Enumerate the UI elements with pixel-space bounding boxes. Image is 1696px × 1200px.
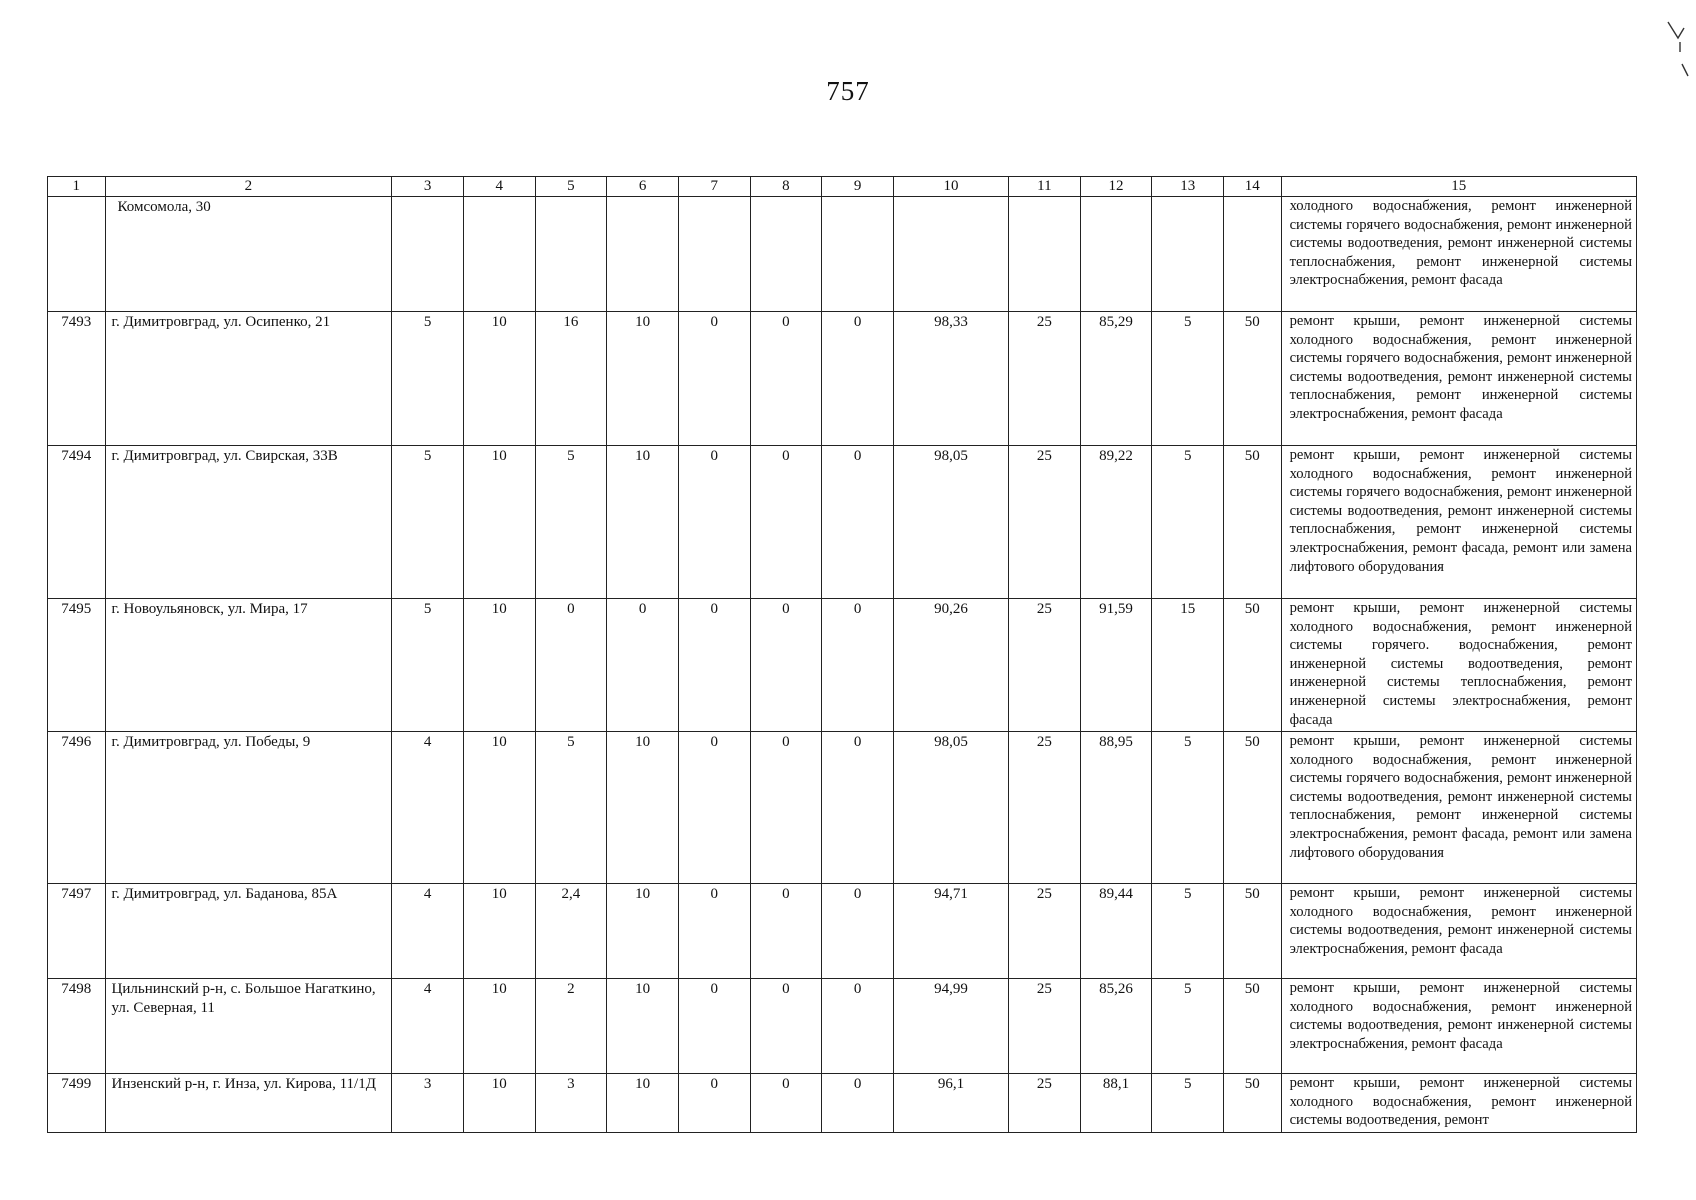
cell-col-7: 0 (678, 312, 750, 446)
cell-col-7: 0 (678, 599, 750, 732)
table-row (48, 884, 1637, 979)
cell-empty (678, 197, 750, 312)
column-header-5: 5 (535, 177, 607, 197)
cell-col-8: 0 (750, 979, 822, 1074)
cell-works: ремонт крыши, ремонт инженерной системы холодного водоснабжения, ремонт инженерной системы водоотведения, ремонт (1281, 1074, 1636, 1133)
cell-col-3: 4 (392, 979, 464, 1074)
cell-col-3: 5 (392, 312, 464, 446)
cell-col-9: 0 (822, 446, 894, 599)
cell-col-9: 0 (822, 312, 894, 446)
cell-col-4: 10 (463, 884, 535, 979)
cell-col-13: 5 (1152, 312, 1224, 446)
cell-address: г. Новоульяновск, ул. Мира, 17 (105, 599, 392, 732)
cell-col-6: 10 (607, 884, 679, 979)
cell-works: ремонт крыши, ремонт инженерной системы холодного водоснабжения, ремонт инженерной системы горячего водоснабжения, ремонт инженерной системы водоотведения, ремонт инженерной системы теплоснабжения, ремонт инженерной системы электроснабжения, ремонт фасада, ремонт или замена лифтового оборудования (1281, 446, 1636, 599)
cell-col-12: 85,29 (1080, 312, 1152, 446)
cell-col-9: 0 (822, 884, 894, 979)
cell-id: 7494 (48, 446, 106, 599)
cell-works: ремонт крыши, ремонт инженерной системы холодного водоснабжения, ремонт инженерной системы водоотведения, ремонт инженерной системы электроснабжения, ремонт фасада (1281, 884, 1636, 979)
cell-empty (607, 197, 679, 312)
column-header-7: 7 (678, 177, 750, 197)
cell-col-8: 0 (750, 1074, 822, 1133)
corner-pen-mark (1664, 18, 1692, 78)
cell-col-14: 50 (1224, 446, 1282, 599)
column-header-4: 4 (463, 177, 535, 197)
cell-col-10: 94,99 (893, 979, 1008, 1074)
cell-col-4: 10 (463, 599, 535, 732)
cell-col-7: 0 (678, 979, 750, 1074)
cell-col-14: 50 (1224, 1074, 1282, 1133)
column-header-2: 2 (105, 177, 392, 197)
cell-col-11: 25 (1009, 446, 1081, 599)
cell-id: 7495 (48, 599, 106, 732)
cell-col-5: 2,4 (535, 884, 607, 979)
cell-col-7: 0 (678, 1074, 750, 1133)
cell-col-5: 5 (535, 446, 607, 599)
cell-empty (1080, 197, 1152, 312)
cell-address: Цильнинский р-н, с. Большое Нагаткино, ул. Северная, 11 (105, 979, 392, 1074)
cell-col-10: 98,05 (893, 446, 1008, 599)
cell-col-5: 5 (535, 732, 607, 884)
cell-empty (893, 197, 1008, 312)
cell-col-13: 5 (1152, 732, 1224, 884)
cell-id: 7499 (48, 1074, 106, 1133)
cell-id: 7498 (48, 979, 106, 1074)
cell-col-3: 4 (392, 732, 464, 884)
cell-col-11: 25 (1009, 1074, 1081, 1133)
cell-address: г. Димитровград, ул. Победы, 9 (105, 732, 392, 884)
table-row (48, 1074, 1637, 1133)
cell-id: 7496 (48, 732, 106, 884)
table-row (48, 732, 1637, 884)
cell-empty (535, 197, 607, 312)
column-header-13: 13 (1152, 177, 1224, 197)
cell-col-8: 0 (750, 312, 822, 446)
column-header-15: 15 (1281, 177, 1636, 197)
cell-col-12: 91,59 (1080, 599, 1152, 732)
register-table-container (47, 176, 1637, 1133)
cell-empty (1224, 197, 1282, 312)
cell-empty (1152, 197, 1224, 312)
cell-col-5: 3 (535, 1074, 607, 1133)
cell-col-12: 85,26 (1080, 979, 1152, 1074)
cell-col-4: 10 (463, 1074, 535, 1133)
column-header-3: 3 (392, 177, 464, 197)
table-row (48, 599, 1637, 732)
cell-empty (392, 197, 464, 312)
cell-col-6: 10 (607, 312, 679, 446)
column-header-12: 12 (1080, 177, 1152, 197)
cell-col-13: 15 (1152, 599, 1224, 732)
cell-col-6: 10 (607, 1074, 679, 1133)
column-header-9: 9 (822, 177, 894, 197)
cell-id: 7497 (48, 884, 106, 979)
column-header-6: 6 (607, 177, 679, 197)
cell-col-5: 0 (535, 599, 607, 732)
cell-col-10: 98,33 (893, 312, 1008, 446)
column-number-row (48, 177, 1637, 197)
cell-col-11: 25 (1009, 732, 1081, 884)
cell-col-13: 5 (1152, 884, 1224, 979)
cell-col-6: 10 (607, 446, 679, 599)
cell-empty (822, 197, 894, 312)
cell-col-14: 50 (1224, 312, 1282, 446)
cell-col-10: 90,26 (893, 599, 1008, 732)
cell-col-4: 10 (463, 312, 535, 446)
cell-col-9: 0 (822, 979, 894, 1074)
cell-col-8: 0 (750, 446, 822, 599)
cell-works: ремонт крыши, ремонт инженерной системы холодного водоснабжения, ремонт инженерной системы горячего водоснабжения, ремонт инженерной системы водоотведения, ремонт инженерной системы теплоснабжения, ремонт инженерной системы электроснабжения, ремонт фасада (1281, 312, 1636, 446)
cell-address: Инзенский р-н, г. Инза, ул. Кирова, 11/1Д (105, 1074, 392, 1133)
cell-col-3: 4 (392, 884, 464, 979)
cell-address: г. Димитровград, ул. Осипенко, 21 (105, 312, 392, 446)
cell-empty (1009, 197, 1081, 312)
page-number: 757 (826, 76, 870, 106)
register-table (47, 176, 1637, 1133)
cell-col-12: 88,1 (1080, 1074, 1152, 1133)
cell-col-11: 25 (1009, 979, 1081, 1074)
cell-col-12: 89,22 (1080, 446, 1152, 599)
cell-col-13: 5 (1152, 979, 1224, 1074)
table-row (48, 446, 1637, 599)
cell-col-10: 94,71 (893, 884, 1008, 979)
cell-col-14: 50 (1224, 884, 1282, 979)
cell-empty (750, 197, 822, 312)
cell-col-4: 10 (463, 732, 535, 884)
cell-col-11: 25 (1009, 599, 1081, 732)
column-header-11: 11 (1009, 177, 1081, 197)
cell-col-14: 50 (1224, 979, 1282, 1074)
cell-col-13: 5 (1152, 446, 1224, 599)
cell-col-3: 5 (392, 446, 464, 599)
column-header-8: 8 (750, 177, 822, 197)
cell-col-9: 0 (822, 1074, 894, 1133)
cell-works: холодного водоснабжения, ремонт инженерной системы горячего водоснабжения, ремонт инженерной системы водоотведения, ремонт инженерной системы теплоснабжения, ремонт инженерной системы электроснабжения, ремонт фасада (1281, 197, 1636, 312)
cell-col-6: 10 (607, 979, 679, 1074)
cell-col-9: 0 (822, 599, 894, 732)
cell-col-14: 50 (1224, 599, 1282, 732)
cell-col-7: 0 (678, 884, 750, 979)
column-header-1: 1 (48, 177, 106, 197)
cell-col-3: 3 (392, 1074, 464, 1133)
cell-col-7: 0 (678, 732, 750, 884)
column-header-10: 10 (893, 177, 1008, 197)
cell-col-9: 0 (822, 732, 894, 884)
cell-id: 7493 (48, 312, 106, 446)
cell-col-4: 10 (463, 446, 535, 599)
cell-col-4: 10 (463, 979, 535, 1074)
cell-col-6: 0 (607, 599, 679, 732)
cell-col-3: 5 (392, 599, 464, 732)
cell-col-10: 98,05 (893, 732, 1008, 884)
cell-id (48, 197, 106, 312)
column-header-14: 14 (1224, 177, 1282, 197)
cell-works: ремонт крыши, ремонт инженерной системы холодного водоснабжения, ремонт инженерной системы водоотведения, ремонт инженерной системы электроснабжения, ремонт фасада (1281, 979, 1636, 1074)
cell-address: г. Димитровград, ул. Свирская, 33В (105, 446, 392, 599)
cell-empty (463, 197, 535, 312)
cell-col-5: 2 (535, 979, 607, 1074)
cell-col-12: 88,95 (1080, 732, 1152, 884)
table-row-continuation (48, 197, 1637, 312)
cell-address: г. Димитровград, ул. Баданова, 85А (105, 884, 392, 979)
cell-col-5: 16 (535, 312, 607, 446)
cell-col-8: 0 (750, 732, 822, 884)
cell-col-6: 10 (607, 732, 679, 884)
cell-col-8: 0 (750, 599, 822, 732)
cell-col-14: 50 (1224, 732, 1282, 884)
table-row (48, 312, 1637, 446)
cell-col-11: 25 (1009, 312, 1081, 446)
cell-works: ремонт крыши, ремонт инженерной системы холодного водоснабжения, ремонт инженерной системы горячего водоснабжения, ремонт инженерной системы водоотведения, ремонт инженерной системы теплоснабжения, ремонт инженерной системы электроснабжения, ремонт фасада, ремонт или замена лифтового оборудования (1281, 732, 1636, 884)
cell-col-8: 0 (750, 884, 822, 979)
cell-address: Комсомола, 30 (105, 197, 392, 312)
cell-col-11: 25 (1009, 884, 1081, 979)
cell-col-10: 96,1 (893, 1074, 1008, 1133)
cell-col-7: 0 (678, 446, 750, 599)
cell-col-12: 89,44 (1080, 884, 1152, 979)
table-row (48, 979, 1637, 1074)
cell-col-13: 5 (1152, 1074, 1224, 1133)
cell-works: ремонт крыши, ремонт инженерной системы холодного водоснабжения, ремонт инженерной системы горячего. водоснабжения, ремонт инженерной системы водоотведения, ремонт инженерной системы теплоснабжения, ремонт инженерной системы электроснабжения, ремонт фасада (1281, 599, 1636, 732)
